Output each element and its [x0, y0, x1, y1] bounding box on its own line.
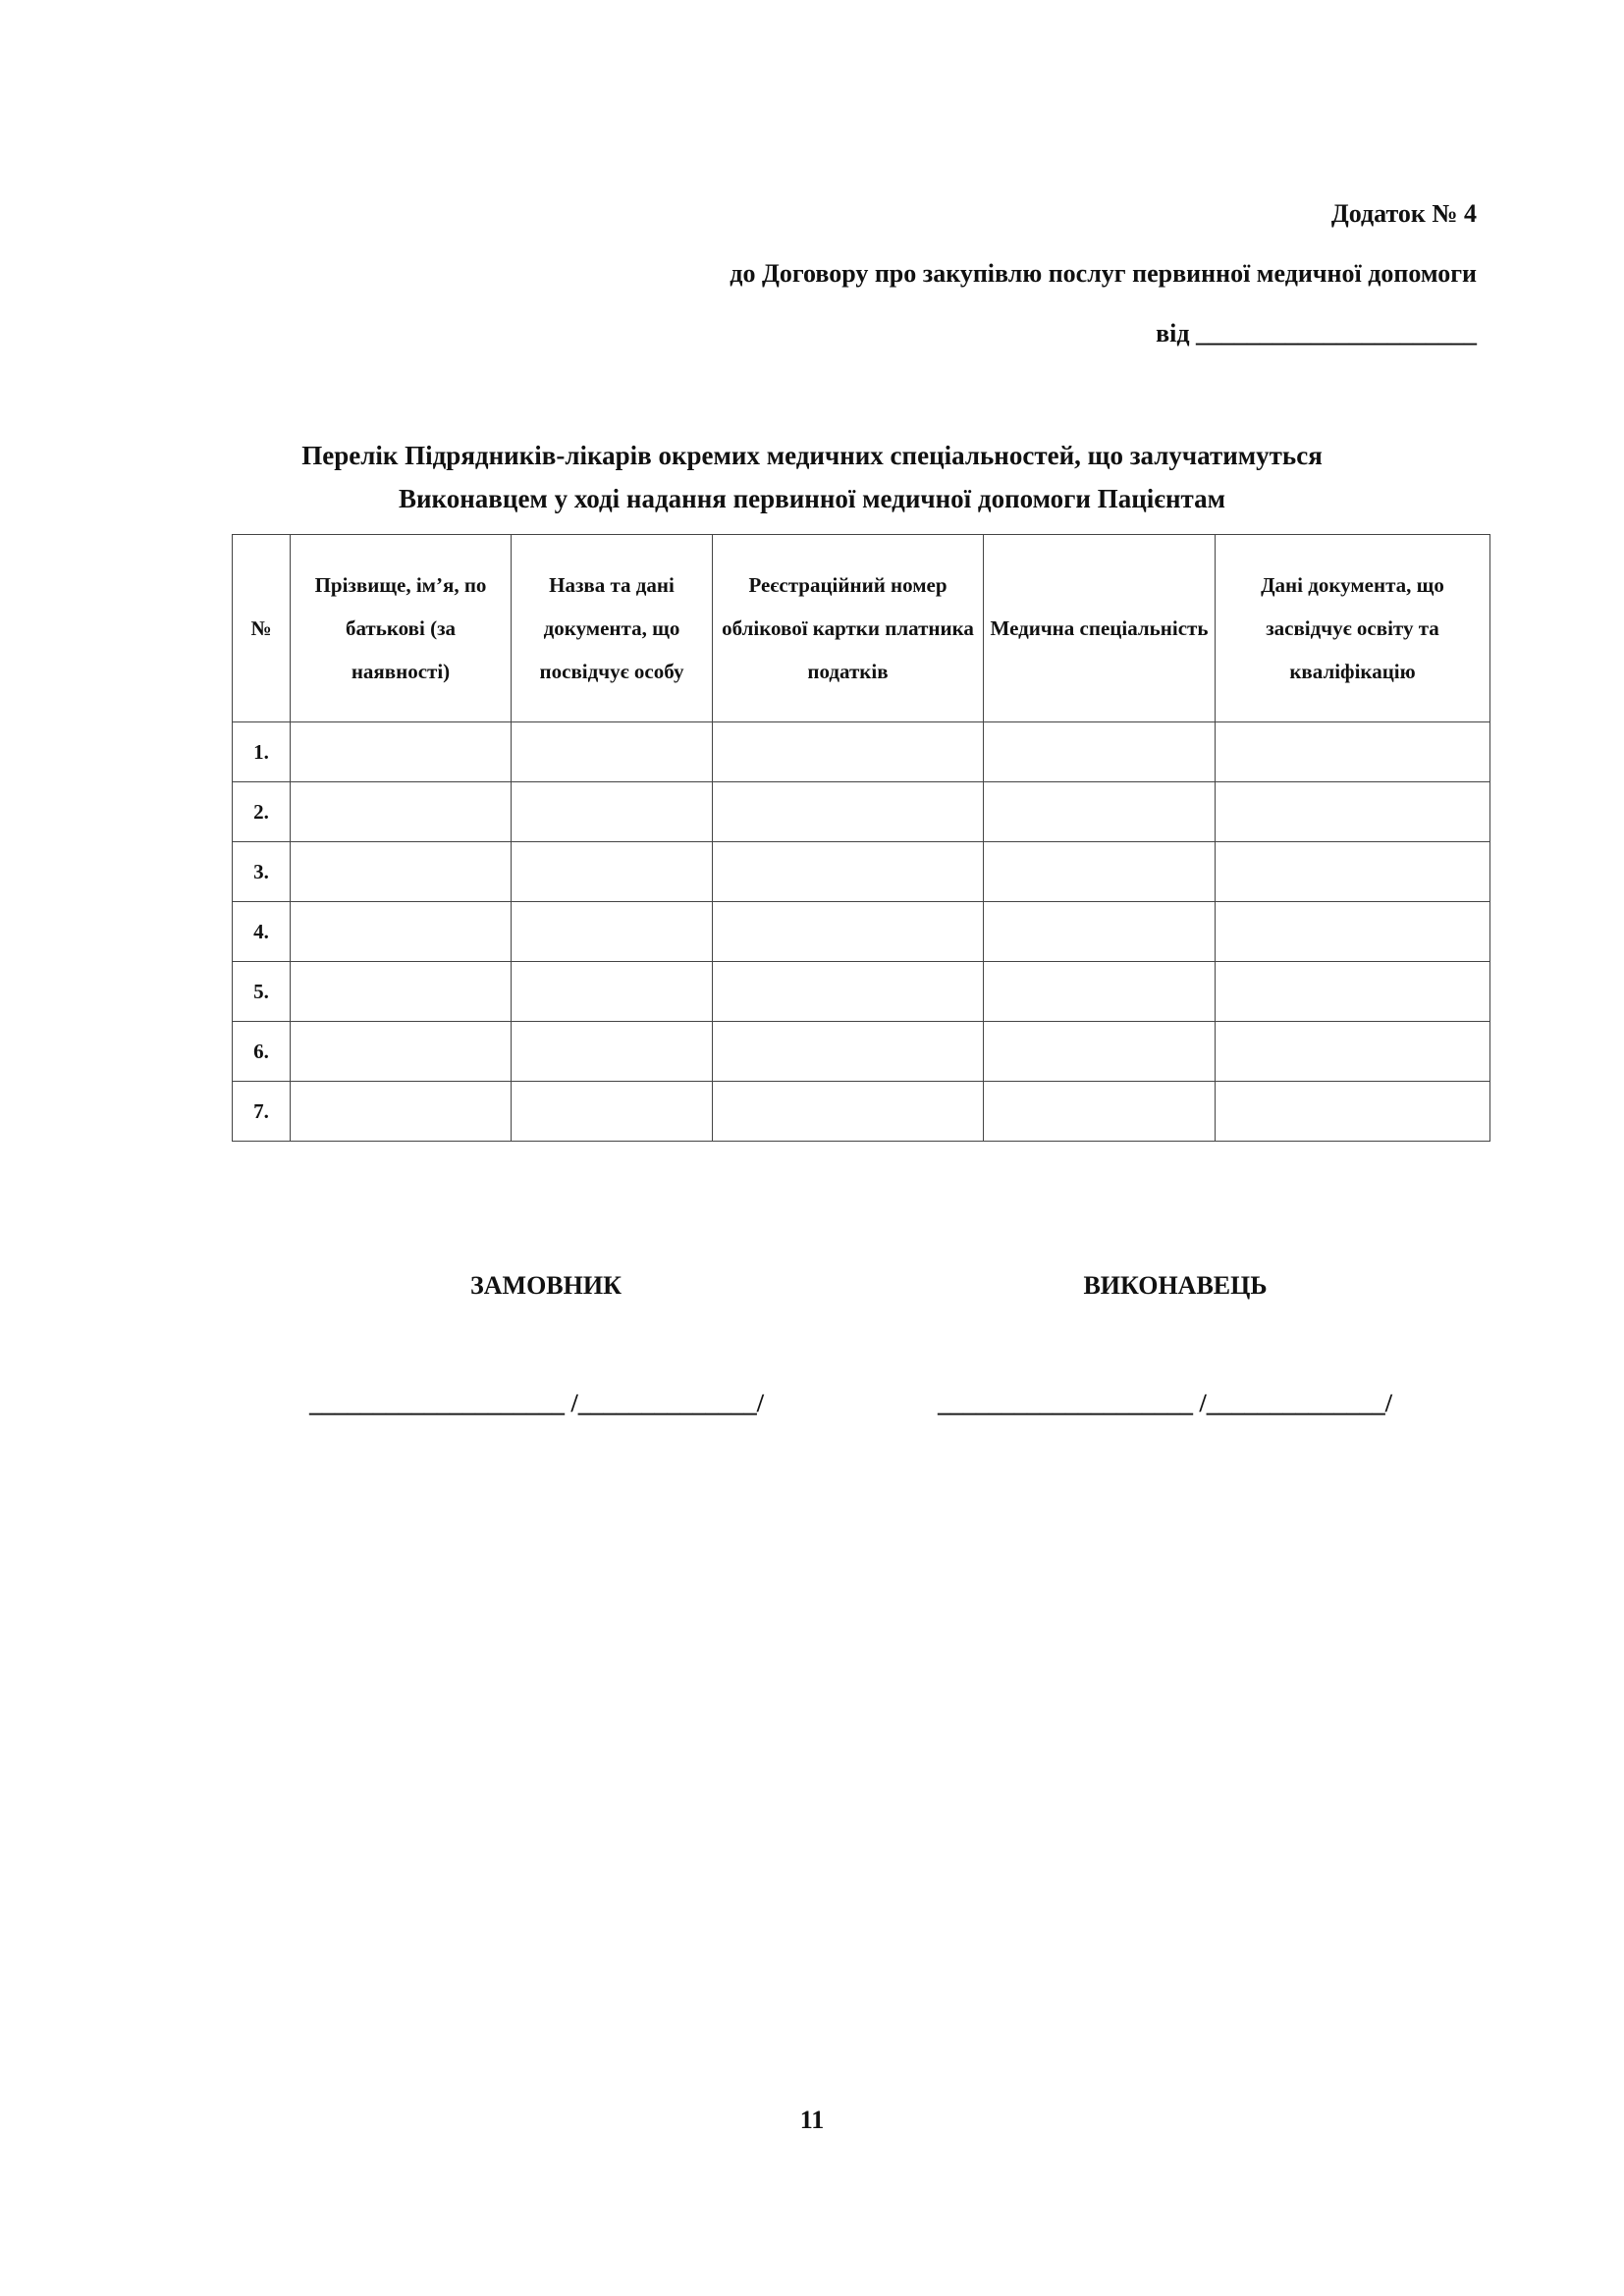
document-title — [0, 434, 1624, 520]
cell-full-name — [291, 782, 512, 842]
cell-education-document — [1216, 1022, 1490, 1082]
cell-medical-specialty — [984, 842, 1216, 902]
column-header-number: № — [233, 535, 291, 722]
cell-medical-specialty — [984, 722, 1216, 782]
cell-education-document — [1216, 842, 1490, 902]
table-row — [233, 902, 1490, 962]
cell-full-name — [291, 842, 512, 902]
table-row — [233, 1022, 1490, 1082]
cell-tax-number — [713, 1082, 984, 1142]
row-number: 3. — [233, 842, 291, 902]
table-row — [233, 962, 1490, 1022]
table-row — [233, 842, 1490, 902]
cell-tax-number — [713, 1022, 984, 1082]
cell-medical-specialty — [984, 782, 1216, 842]
cell-medical-specialty — [984, 962, 1216, 1022]
document-title-line-1: Перелік Підрядників-лікарів окремих медичних спеціальностей, що залучатимуться — [301, 441, 1323, 470]
cell-tax-number — [713, 722, 984, 782]
cell-id-document — [512, 722, 713, 782]
column-header-education-document: Дані документа, що засвідчує освіту та кваліфікацію — [1216, 535, 1490, 722]
cell-education-document — [1216, 782, 1490, 842]
page-number: 11 — [799, 2106, 825, 2134]
cell-full-name — [291, 1022, 512, 1082]
contractor-signature-line: ____________________ /______________/ — [938, 1389, 1392, 1417]
cell-medical-specialty — [984, 1082, 1216, 1142]
cell-id-document — [512, 842, 713, 902]
table-row — [233, 782, 1490, 842]
table-header-row — [233, 535, 1490, 722]
annex-date-line: від ______________________ — [1156, 319, 1477, 347]
contractor-label: ВИКОНАВЕЦЬ — [1083, 1271, 1268, 1300]
customer-label: ЗАМОВНИК — [470, 1271, 622, 1300]
cell-full-name — [291, 962, 512, 1022]
table-row — [233, 722, 1490, 782]
annex-subtitle: до Договору про закупівлю послуг первинної медичної допомоги — [730, 259, 1477, 288]
cell-tax-number — [713, 842, 984, 902]
row-number: 4. — [233, 902, 291, 962]
column-header-tax-number: Реєстраційний номер облікової картки платника податків — [713, 535, 984, 722]
row-number: 6. — [233, 1022, 291, 1082]
cell-id-document — [512, 962, 713, 1022]
cell-full-name — [291, 1082, 512, 1142]
column-header-full-name: Прізвище, ім’я, по батькові (за наявності) — [291, 535, 512, 722]
cell-tax-number — [713, 782, 984, 842]
column-header-id-document: Назва та дані документа, що посвідчує особу — [512, 535, 713, 722]
cell-id-document — [512, 1082, 713, 1142]
cell-education-document — [1216, 1082, 1490, 1142]
cell-id-document — [512, 1022, 713, 1082]
cell-medical-specialty — [984, 1022, 1216, 1082]
subcontractors-table — [232, 534, 1490, 1142]
row-number: 2. — [233, 782, 291, 842]
column-header-medical-specialty: Медична спеціальність — [984, 535, 1216, 722]
cell-medical-specialty — [984, 902, 1216, 962]
row-number: 7. — [233, 1082, 291, 1142]
cell-education-document — [1216, 902, 1490, 962]
annex-title: Додаток № 4 — [1330, 199, 1477, 228]
cell-id-document — [512, 782, 713, 842]
cell-education-document — [1216, 962, 1490, 1022]
cell-tax-number — [713, 962, 984, 1022]
customer-signature-line: ____________________ /______________/ — [309, 1389, 764, 1417]
cell-education-document — [1216, 722, 1490, 782]
document-title-line-2: Виконавцем у ході надання первинної медичної допомоги Пацієнтам — [398, 484, 1226, 513]
cell-tax-number — [713, 902, 984, 962]
cell-full-name — [291, 902, 512, 962]
cell-id-document — [512, 902, 713, 962]
row-number: 1. — [233, 722, 291, 782]
row-number: 5. — [233, 962, 291, 1022]
cell-full-name — [291, 722, 512, 782]
table-row — [233, 1082, 1490, 1142]
